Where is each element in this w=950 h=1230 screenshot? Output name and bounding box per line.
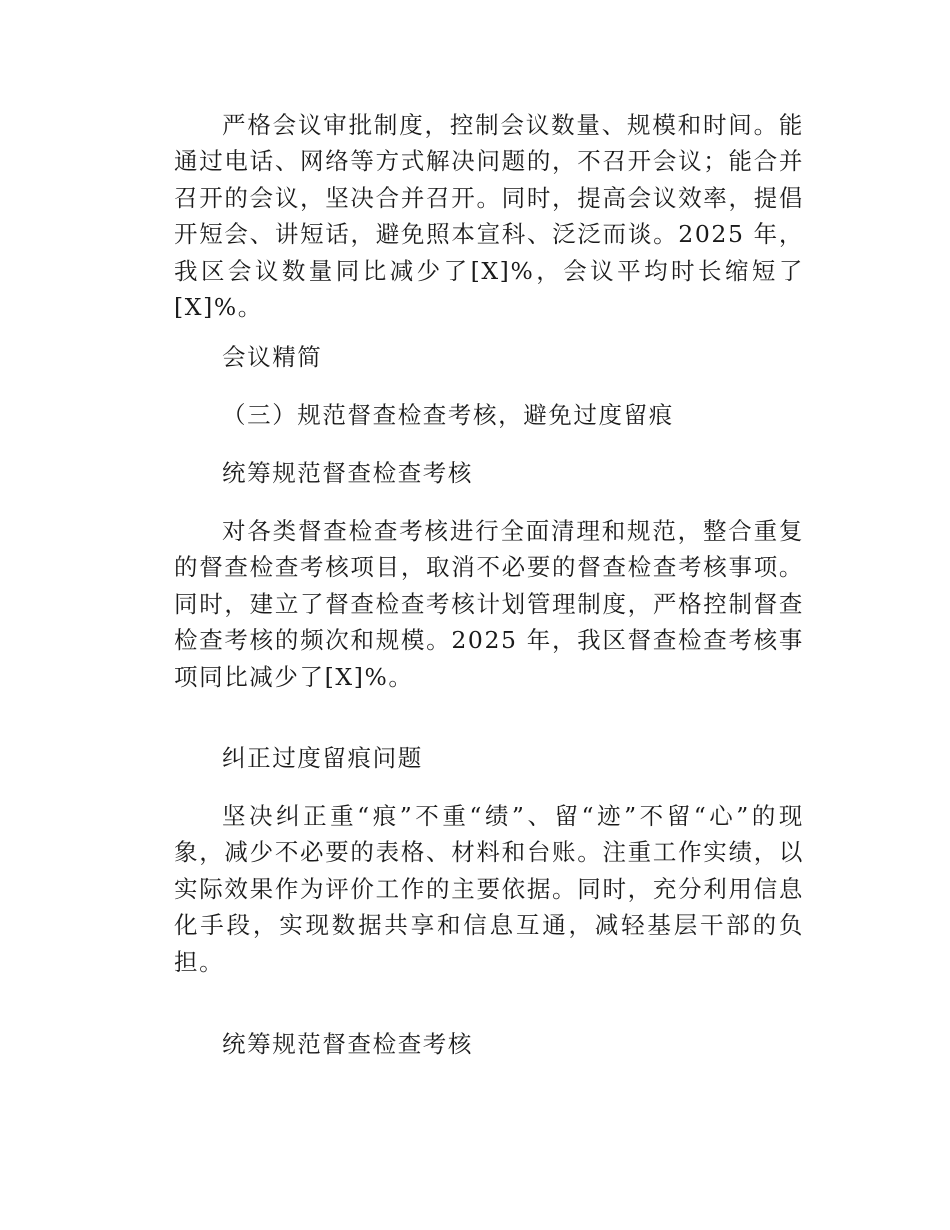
- subheading-meeting-streamlining: 会议精简: [222, 343, 323, 371]
- paragraph-inspection-cleanup: 对各类督查检查考核进行全面清理和规范，整合重复的督查检查考核项目，取消不必要的督查检查考核事项。同时，建立了督查检查考核计划管理制度，严格控制督查检查考核的频次和规模。2025 年，我区督查检查考核事项同比减少了[X]%。: [174, 517, 804, 691]
- subheading-coordinate-inspections-repeat: 统筹规范督查检查考核: [222, 1030, 473, 1058]
- subheading-correct-excessive-traces: 纠正过度留痕问题: [222, 744, 423, 772]
- section-heading-three: （三）规范督查检查考核，避免过度留痕: [222, 401, 674, 429]
- paragraph-meeting-approval: 严格会议审批制度，控制会议数量、规模和时间。能通过电话、网络等方式解决问题的，不召开会议；能合并召开的会议，坚决合并召开。同时，提高会议效率，提倡开短会、讲短话，避免照本宣科、泛泛而谈。2025 年，我区会议数量同比减少了[X]%，会议平均时长缩短了[X]%。: [174, 111, 804, 322]
- subheading-coordinate-inspections: 统筹规范督查检查考核: [222, 459, 473, 487]
- paragraph-correct-traces: 坚决纠正重“痕”不重“绩”、留“迹”不留“心”的现象，减少不必要的表格、材料和台账。注重工作实绩，以实际效果作为评价工作的主要依据。同时，充分利用信息化手段，实现数据共享和信息互通，减轻基层干部的负担。: [174, 802, 804, 976]
